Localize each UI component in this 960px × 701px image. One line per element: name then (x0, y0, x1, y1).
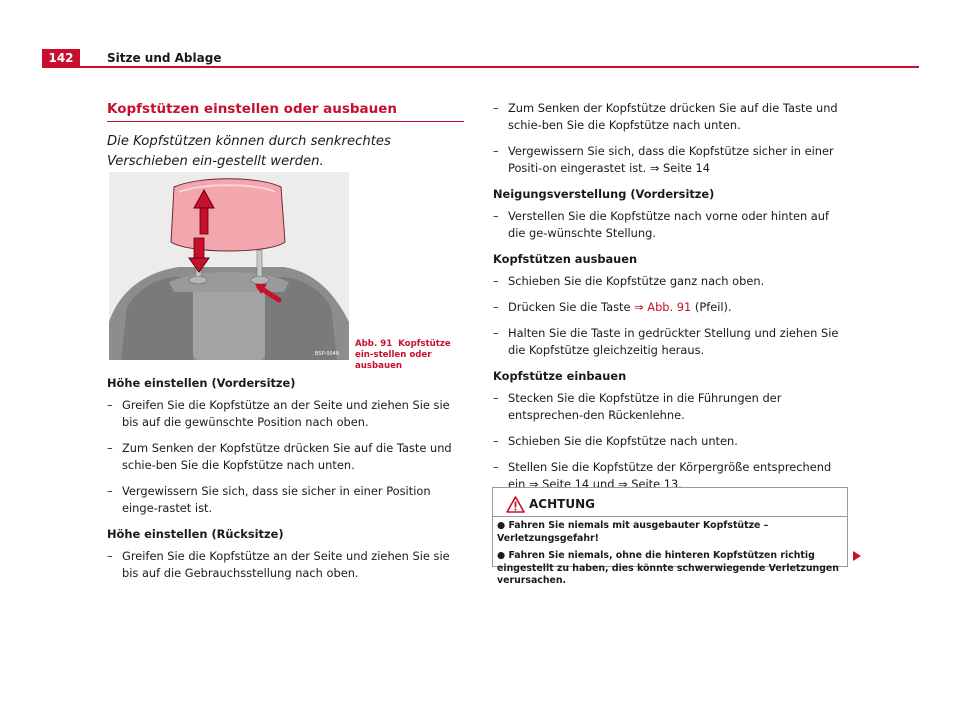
figure-caption-text: Kopfstütze ein-stellen oder ausbauen (355, 339, 451, 371)
list-item: – Vergewissern Sie sich, dass sie sicher in einer Position einge-rastet ist. (107, 484, 431, 515)
left-column (107, 375, 464, 591)
list-item: – Verstellen Sie die Kopfstütze nach vorne oder hinten auf die ge-wünschte Stellung. (493, 209, 830, 240)
chapter-title: Sitze und Ablage (107, 51, 222, 65)
section-intro-text: Die Kopfstützen können durch senkrechtes Verschieben ein-gestellt werden. (107, 134, 391, 169)
list-item: – Drücken Sie die Taste ⇒ Abb. 91 (Pfeil). (493, 300, 732, 314)
tilt-title: Neigungsverstellung (Vordersitze) (493, 187, 715, 201)
remove-title: Kopfstützen ausbauen (493, 252, 638, 266)
section-title: Kopfstützen einstellen oder ausbauen (107, 101, 398, 117)
page-number: 142 (42, 49, 80, 67)
warning-body (497, 520, 843, 593)
warning-triangle-icon (506, 496, 525, 513)
list-item: – Greifen Sie die Kopfstütze an der Seite und ziehen Sie sie bis auf die Gebrauchsstellung nach oben. (107, 549, 450, 580)
front-height-title: Höhe einstellen (Vordersitze) (107, 376, 296, 390)
list-item: – Zum Senken der Kopfstütze drücken Sie auf die Taste und schie-ben Sie die Kopfstütze nach unten. (107, 441, 452, 472)
list-item: – Schieben Sie die Kopfstütze nach unten. (493, 434, 738, 448)
rear-height-title: Höhe einstellen (Rücksitze) (107, 527, 284, 541)
list-item: – Stellen Sie die Kopfstütze der Körpergröße entsprechend ein ⇒ Seite 14 und ⇒ Seite 13. (493, 460, 832, 491)
warning-title: ACHTUNG (529, 497, 595, 511)
section-intro (107, 100, 464, 172)
warning-rule (493, 516, 847, 517)
list-item: – Schieben Sie die Kopfstütze ganz nach oben. (493, 274, 765, 288)
headrest-figure (109, 172, 349, 360)
header-rule (42, 66, 919, 68)
figure-caption (355, 339, 465, 372)
install-title: Kopfstütze einbauen (493, 369, 627, 383)
warning-item: ● Fahren Sie niemals mit ausgebauter Kopfstütze – Verletzungsgefahr! (497, 520, 769, 544)
figure-reference-link[interactable]: ⇒ Abb. 91 (634, 300, 692, 314)
next-page-arrow-icon (853, 551, 861, 561)
figure-caption-label: Abb. 91 (355, 339, 393, 349)
list-item: – Zum Senken der Kopfstütze drücken Sie auf die Taste und schie-ben Sie die Kopfstütze nach unten. (493, 101, 838, 132)
section-rule (107, 121, 464, 122)
warning-item: ● Fahren Sie niemals, ohne die hinteren Kopfstützen richtig eingestellt zu haben, dies könnte schwerwiegende Verletzungen verursachen. (497, 550, 839, 586)
list-item: – Greifen Sie die Kopfstütze an der Seite und ziehen Sie sie bis auf die gewünschte Position nach oben. (107, 398, 450, 429)
list-item: – Stecken Sie die Kopfstütze in die Führungen der entsprechen-den Rückenlehne. (493, 391, 782, 422)
right-column (493, 100, 847, 502)
list-item: – Vergewissern Sie sich, dass die Kopfstütze sicher in einer Positi-on eingerastet ist. ⇒ Seite 14 (493, 144, 834, 175)
warning-box (492, 487, 848, 586)
figure-code: B5P-0046 (315, 351, 340, 357)
list-item: – Halten Sie die Taste in gedrückter Stellung und ziehen Sie die Kopfstütze gleichzeitig heraus. (493, 326, 839, 357)
